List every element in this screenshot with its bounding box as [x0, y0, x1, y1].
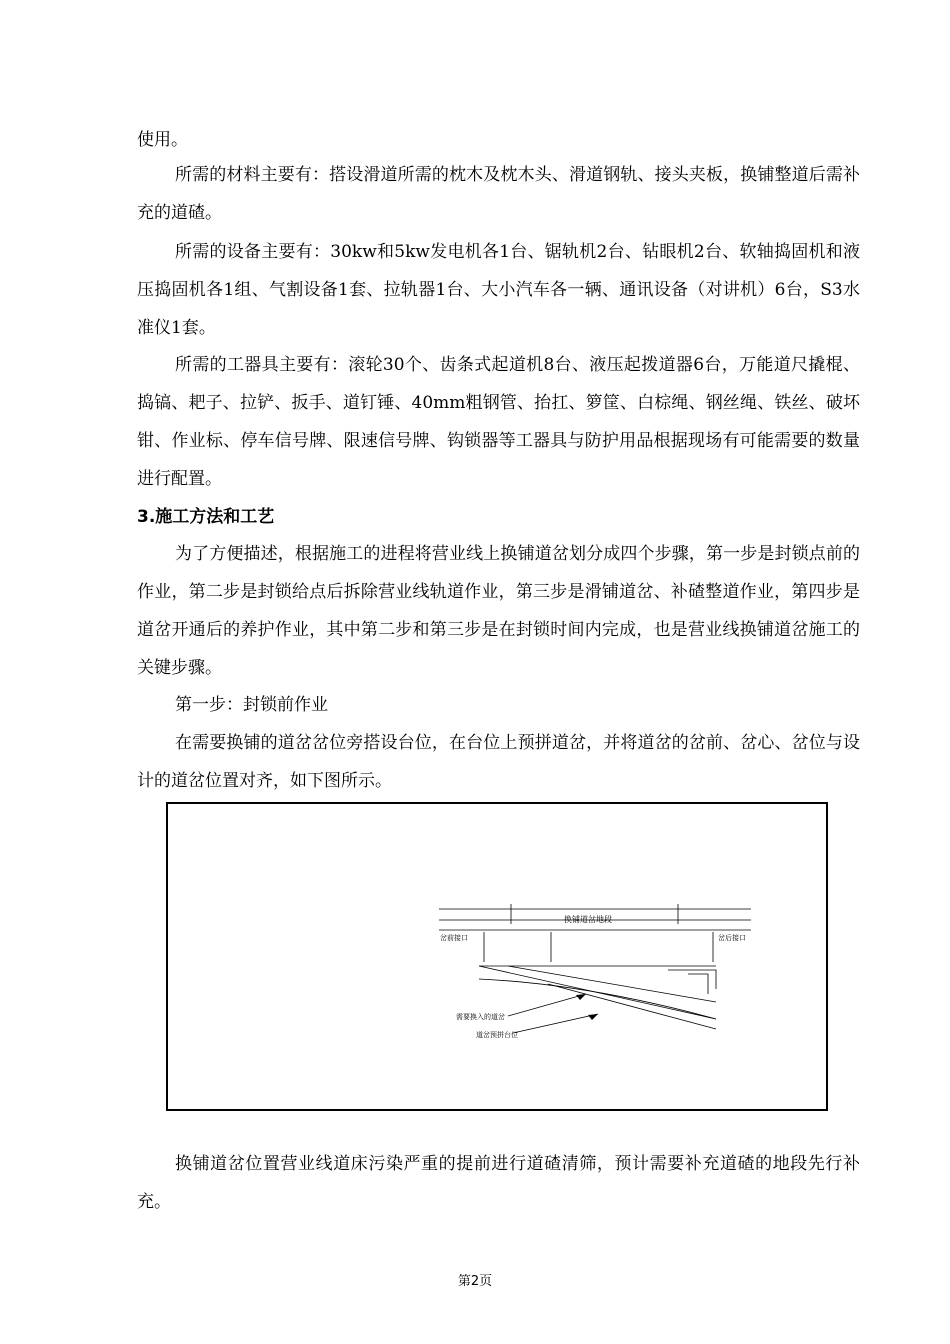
paragraph-ballast: 换铺道岔位置营业线道床污染严重的提前进行道碴清筛，预计需要补充道碴的地段先行补充。 — [137, 1154, 860, 1212]
paragraph-step-one: 在需要换铺的道岔岔位旁搭设台位，在台位上预拼道岔，并将道岔的岔前、岔心、岔位与设计的道岔位置对齐，如下图所示。 — [137, 733, 860, 791]
paragraph-equipment: 所需的设备主要有：30kw和5kw发电机各1台、锯轨机2台、钻眼机2台、软轴捣固机和液压捣固机各1组、气割设备1套、拉轨器1台、大小汽车各一辆、通讯设备（对讲机）6台，S3水准仪1套。 — [137, 242, 860, 338]
page-number: 第2页 — [457, 1274, 493, 1289]
paragraph-continuation: 使用。 — [137, 130, 188, 150]
diagram-right-label: 岔后接口 — [718, 934, 746, 942]
arrow-icon — [576, 994, 586, 1000]
diagram-left-label: 岔前接口 — [440, 934, 468, 942]
diagram-platform-label: 道岔预拼台位 — [476, 1031, 518, 1039]
turnout-diagram-svg — [168, 804, 830, 1113]
paragraph-materials: 所需的材料主要有：搭设滑道所需的枕木及枕木头、滑道钢轨、接头夹板，换铺整道后需补充的道碴。 — [137, 165, 860, 223]
section-heading: 3.施工方法和工艺 — [137, 507, 275, 527]
diagram-top-label: 换铺道岔地段 — [564, 915, 612, 924]
arrow-icon — [588, 1014, 598, 1020]
paragraph-step-one-title: 第一步：封锁前作业 — [175, 695, 328, 715]
diagram-switch-label: 需要换入的道岔 — [456, 1013, 505, 1021]
turnout-diagram — [166, 802, 828, 1111]
paragraph-method: 为了方便描述，根据施工的进程将营业线上换铺道岔划分成四个步骤，第一步是封锁点前的作业，第二步是封锁给点后拆除营业线轨道作业，第三步是滑铺道岔、补碴整道作业，第四步是道岔开通后的养护作业，其中第二步和第三步是在封锁时间内完成，也是营业线换铺道岔施工的关键步骤。 — [137, 544, 860, 678]
paragraph-tools: 所需的工器具主要有：滚轮30个、齿条式起道机8台、液压起拨道器6台，万能道尺撬棍、捣镐、耙子、拉铲、扳手、道钉锤、40mm粗钢管、抬扛、箩筐、白棕绳、钢丝绳、铁丝、破坏钳、作业标、停车信号牌、限速信号牌、钩锁器等工器具与防护用品根据现场有可能需要的数量进行配置。 — [137, 355, 860, 489]
